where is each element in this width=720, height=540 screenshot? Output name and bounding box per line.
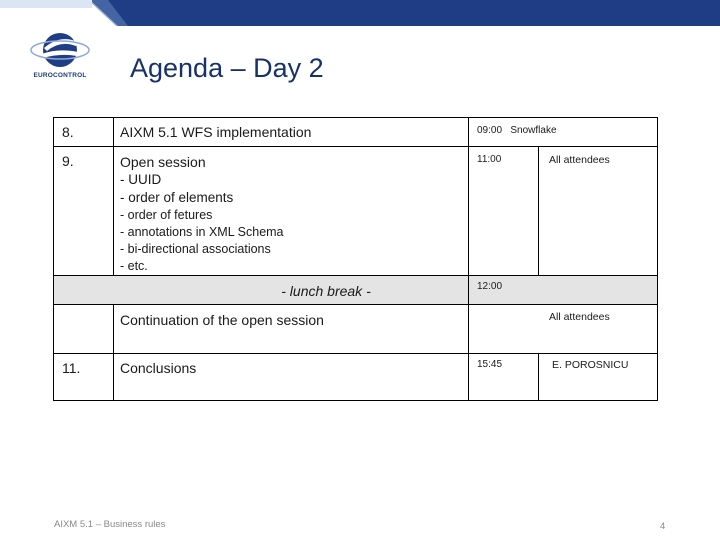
- lunch-row: [54, 276, 658, 305]
- eurocontrol-emblem-icon: [30, 28, 90, 72]
- topic-subitem: - order of fetures: [120, 208, 213, 222]
- item-number: 11.: [62, 360, 81, 376]
- header-band: [0, 0, 720, 26]
- item-speaker: All attendees: [549, 154, 610, 166]
- agenda-row: [54, 305, 658, 354]
- agenda-row: [54, 118, 658, 147]
- topic-title: Open session: [120, 154, 206, 170]
- slide-title: Agenda – Day 2: [130, 53, 324, 83]
- lunch-break: - lunch break -: [281, 283, 371, 299]
- topic-subitem: - order of elements: [120, 190, 234, 205]
- item-time: 11:00: [477, 154, 502, 165]
- item-time-speaker: [469, 118, 657, 136]
- item-topic: [114, 147, 468, 275]
- item-number: 9.: [62, 153, 74, 169]
- item-time: 15:45: [477, 359, 503, 370]
- item-speaker: All attendees: [549, 311, 610, 323]
- logo-text: EUROCONTROL: [33, 72, 87, 79]
- item-speaker: E. POROSNICU: [552, 359, 629, 371]
- topic-subitem: - annotations in XML Schema: [120, 225, 284, 239]
- topic-subitem: - UUID: [120, 172, 162, 187]
- item-topic: Continuation of the open session: [120, 312, 324, 328]
- topic-subitem: - etc.: [120, 259, 148, 273]
- item-time: 09:00: [477, 125, 503, 136]
- item-topic: Conclusions: [120, 360, 197, 376]
- page-number: 4: [660, 521, 666, 532]
- footer-text: AIXM 5.1 – Business rules: [54, 519, 166, 530]
- item-speaker: Snowflake: [510, 125, 557, 136]
- eurocontrol-logo: [30, 28, 90, 82]
- agenda-row: [54, 354, 658, 401]
- agenda-table: [53, 117, 658, 401]
- agenda-row: [54, 147, 658, 276]
- item-time: 12:00: [477, 281, 503, 292]
- topic-subitem: - bi-directional associations: [120, 242, 271, 256]
- item-number: 8.: [62, 124, 74, 140]
- item-topic: AIXM 5.1 WFS implementation: [120, 124, 312, 140]
